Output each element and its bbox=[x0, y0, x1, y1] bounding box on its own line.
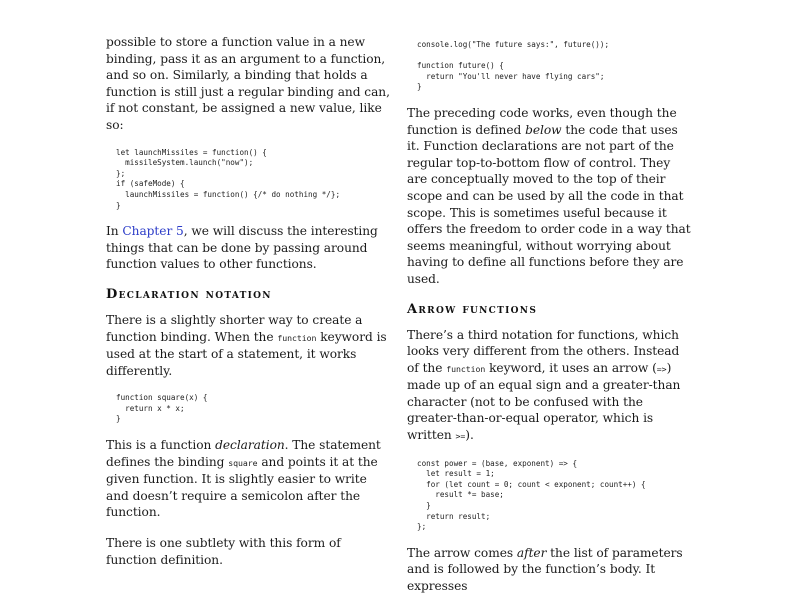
right-column bbox=[407, 34, 692, 609]
emphasis: declaration bbox=[215, 438, 285, 453]
paragraph: There’s a third notation for functions, which looks very different from the others. Instead of the function keyword, it uses an arrow (=>) made up of an equal sign and a greater-than character (not to be confused with the greater-than-or-equal operator, which is written >=). bbox=[407, 327, 681, 443]
emphasis: below bbox=[525, 122, 562, 137]
paragraph: possible to store a function value in a new binding, pass it as an argument to a function, and so on. Similarly, a binding that holds a function is still just a regular binding and can, if not constant, be assigned a new value, like so: bbox=[106, 35, 390, 132]
code-block-square: function square(x) { return x * x; } bbox=[116, 393, 208, 424]
inline-code: >= bbox=[455, 431, 466, 442]
section-heading-arrow-functions: Arrow functions bbox=[407, 301, 538, 317]
paragraph: The arrow comes after the list of parameters and is followed by the function’s body. It expresses bbox=[407, 545, 683, 593]
code-block-power: const power = (base, exponent) => { let result = 1; for (let count = 0; count < exponent; count++) { result *= base; } return result; }; bbox=[417, 458, 646, 532]
paragraph: This is a function declaration. The statement defines the binding square and points it at the given function. It is slightly easier to write and doesn’t require a semicolon after the function. bbox=[106, 438, 381, 520]
code-block-launch-missiles: let launchMissiles = function() { missileSystem.launch("now"); }; if (safeMode) { launchMissiles = function() {/* do nothing */}; } bbox=[116, 147, 341, 210]
paragraph: The preceding code works, even though the function is defined below the code that uses it. Function declarations are not part of the regular top-to-bottom flow of control. They are conceptually moved to the top of their scope and can be used by all the code in that scope. This is sometimes useful because it offers the freedom to order code in a way that seems meaningful, without worrying about having to define all functions before they are used. bbox=[407, 105, 691, 286]
code-block-future: console.log("The future says:", future()); function future() { return "You'll never have flying cars"; } bbox=[417, 40, 610, 92]
inline-code: function bbox=[446, 363, 486, 374]
left-column bbox=[106, 34, 391, 582]
inline-code: square bbox=[228, 457, 258, 468]
chapter-5-link[interactable]: Chapter 5 bbox=[122, 224, 184, 239]
emphasis: after bbox=[516, 545, 547, 560]
inline-code: function bbox=[277, 332, 317, 343]
paragraph: There is one subtlety with this form of function definition. bbox=[106, 536, 341, 567]
section-heading-declaration-notation: Declaration notation bbox=[106, 286, 272, 302]
inline-code: => bbox=[656, 363, 667, 374]
paragraph: In Chapter 5, we will discuss the interesting things that can be done by passing around function values to other functions. bbox=[106, 224, 378, 272]
paragraph: There is a slightly shorter way to create a function binding. When the function keyword is used at the start of a statement, it works differently. bbox=[106, 312, 387, 378]
